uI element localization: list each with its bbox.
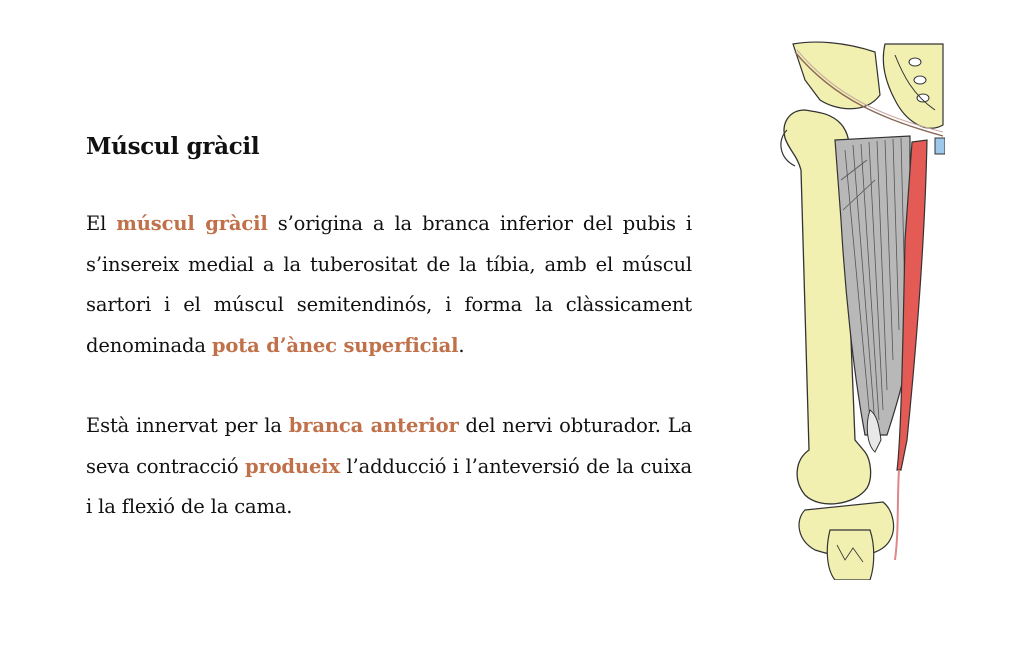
paragraph-origin-insertion: [86, 204, 692, 366]
p1-text-3: .: [458, 333, 465, 357]
sacrum-shape: [883, 44, 943, 128]
p1-text-2: s’origina a la branca inferior del pubis i s’insereix medial a la tuberositat de la tíbia, amb el múscul sartori i el múscul semitendinós, i forma la clàssicament denominada: [86, 212, 692, 357]
gracilis-highlight: múscul gràcil: [116, 212, 268, 235]
anterior-branch-highlight: branca anterior: [288, 414, 459, 437]
p1-text-1: El: [86, 212, 117, 235]
paragraph-innervation: [86, 406, 692, 528]
p2-text-3: l’adducció i l’anteversió de la cuixa i la flexió de la cama.: [86, 454, 692, 518]
thigh-anatomy-illustration: [775, 40, 945, 580]
content-column: [86, 128, 692, 528]
p2-text-1: Està innervat per la: [86, 414, 289, 437]
pes-anserinus-highlight: pota d’ànec superficial: [211, 333, 459, 357]
p2-text-2: del nervi obturador. La seva contracció: [86, 414, 692, 478]
page-title: Múscul gràcil: [86, 133, 260, 160]
pelvis-shape: [793, 42, 880, 109]
produces-highlight: produeix: [244, 454, 340, 478]
